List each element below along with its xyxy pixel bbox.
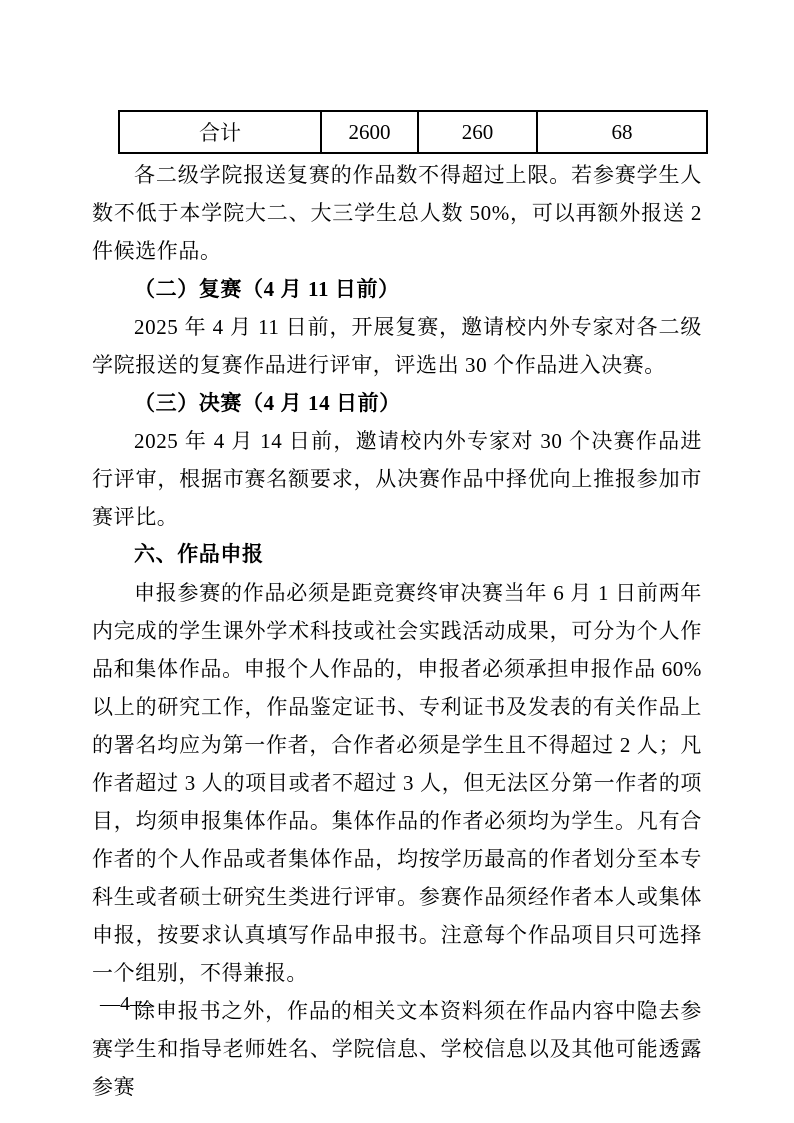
table-cell-total-label: 合计 [119, 111, 321, 153]
paragraph-declaration-anonymity: 除申报书之外，作品的相关文本资料须在作品内容中隐去参赛学生和指导老师姓名、学院信息、学校信息以及其他可能透露参赛 [92, 999, 702, 1099]
table-row-total [119, 111, 707, 153]
paragraph-final: 2025 年 4 月 14 日前，邀请校内外专家对 30 个决赛作品进行评审，根据市赛名额要求，从决赛作品中择优向上推报参加市赛评比。 [92, 429, 702, 529]
paragraph-declaration-rules: 申报参赛的作品必须是距竞赛终审决赛当年 6 月 1 日前两年内完成的学生课外学术科技或社会实践活动成果，可分为个人作品和集体作品。申报个人作品的，申报者必须承担申报作品 60%以上的研究工作，作品鉴定证书、专利证书及发表的有关作品上的署名均应为第一作者，合作者必须是学生且不得超过 2 人；凡作者超过 3 人的项目或者不超过 3 人，但无法区分第一作者的项目，均须申报集体作品。集体作品的作者必须均为学生。凡有合作者的个人作品或者集体作品，均按学历最高的作者划分至本专科生或者硕士研究生类进行评审。参赛作品须经作者本人或集体申报，按要求认真填写作品申报书。注意每个作品项目只可选择一个组别，不得兼报。 [92, 581, 702, 985]
table-cell-quota: 68 [537, 111, 707, 153]
page-number: —4— [100, 993, 150, 1015]
heading-final: （三）决赛（4 月 14 日前） [134, 391, 401, 415]
heading-work-declaration: 六、作品申报 [134, 543, 264, 566]
page-content [92, 110, 702, 1106]
summary-table [118, 110, 708, 154]
paragraph-semifinal: 2025 年 4 月 11 日前，开展复赛，邀请校内外专家对各二级学院报送的复赛作品进行评审，评选出 30 个作品进入决赛。 [92, 315, 702, 377]
table-cell-participants: 2600 [321, 111, 418, 153]
table-cell-entries: 260 [418, 111, 537, 153]
heading-semifinal: （二）复赛（4 月 11 日前） [134, 277, 400, 301]
paragraph-quota-note: 各二级学院报送复赛的作品数不得超过上限。若参赛学生人数不低于本学院大二、大三学生总人数 50%，可以再额外报送 2 件候选作品。 [92, 163, 702, 263]
